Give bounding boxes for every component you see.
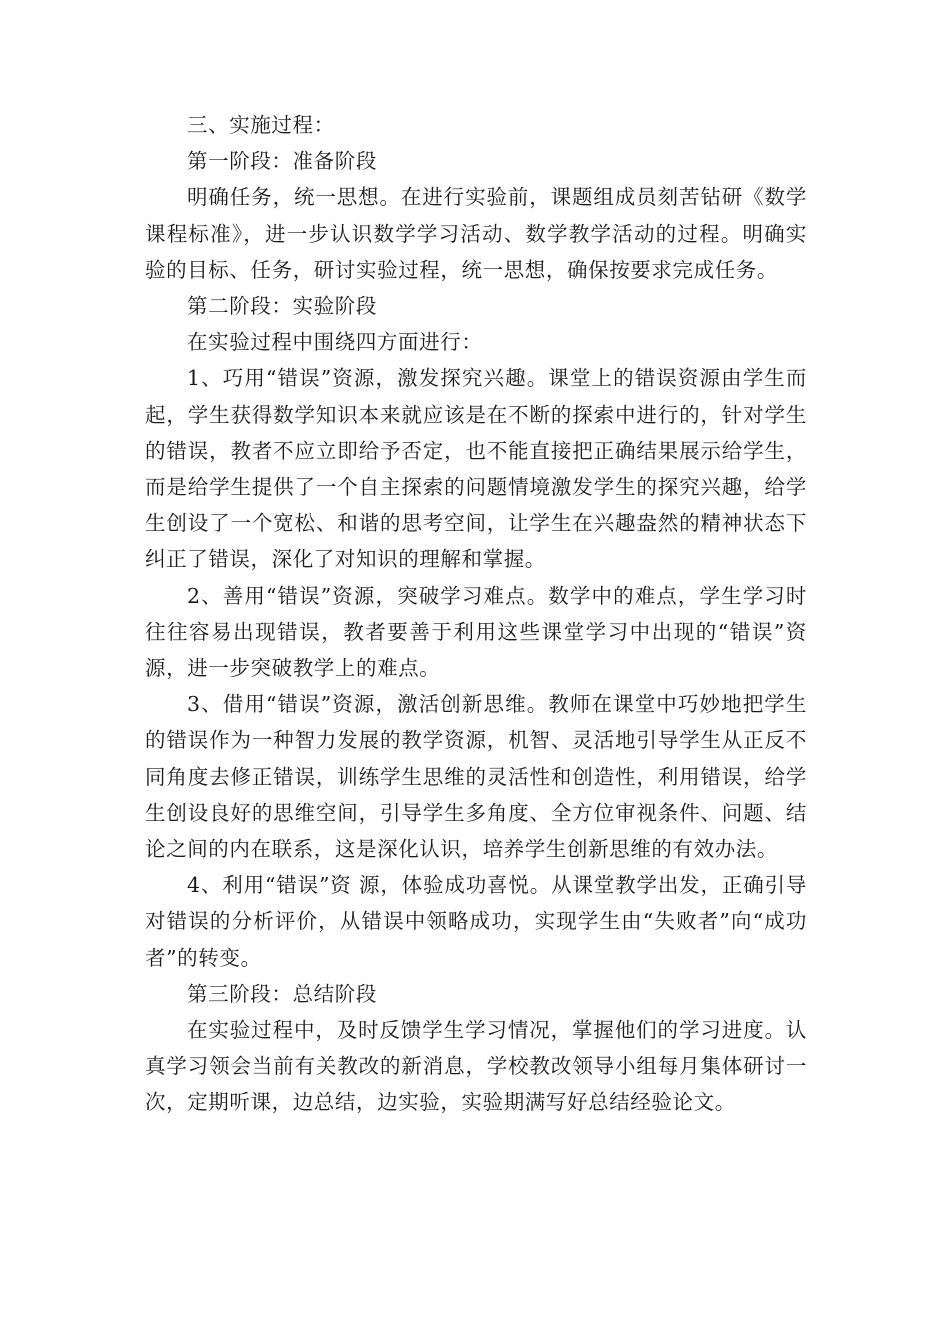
section-heading: 三、实施过程： — [187, 113, 335, 137]
stage-one-heading: 第一阶段：准备阶段 — [187, 149, 377, 174]
point-one-paragraph: 1、巧用“错误”资源，激发探究兴趣。课堂上的错误资源由学生而起，学生获得数学知识本来就应该是在不断的探索中进行的，针对学生的错误，教者不应立即给予否定，也不能直接把正确结果展示给学生，而是给学生提供了一个自主探索的问题情境激发学生的探究兴趣，给学生创设了一个宽松、和谐的思考空间，让学生在兴趣盎然的精神状态下纠正了错误，深化了对知识的理解和掌握。 — [145, 366, 807, 572]
stage-two-heading: 第二阶段：实验阶段 — [187, 294, 377, 319]
stage-one-paragraph: 明确任务，统一思想。在进行实验前，课题组成员刻苦钻研《数学课程标准》，进一步认识数学学习活动、数学教学活动的过程。明确实验的目标、任务，研讨实验过程，统一思想，确保按要求完成任务。 — [145, 185, 807, 282]
stage-three-paragraph: 在实验过程中，及时反馈学生学习情况，掌握他们的学习进度。认真学习领会当前有关教改的新消息，学校教改领导小组每月集体研讨一次，定期听课，边总结，边实验，实验期满写好总结经验论文。 — [145, 1018, 807, 1115]
stage-two-intro: 在实验过程中围绕四方面进行： — [187, 330, 483, 355]
point-three-paragraph: 3、借用“错误”资源，激活创新思维。教师在课堂中巧妙地把学生的错误作为一种智力发展的教学资源，机智、灵活地引导学生从正反不同角度去修正错误，训练学生思维的灵活性和创造性，利用错误，给学生创设良好的思维空间，引导学生多角度、全方位审视条件、问题、结论之间的内在联系，这是深化认识，培养学生创新思维的有效办法。 — [145, 692, 807, 862]
point-four-paragraph: 4、利用“错误”资 源，体验成功喜悦。从课堂教学出发，正确引导对错误的分析评价，从错误中领略成功，实现学生由“失败者”向“成功者”的转变。 — [145, 873, 807, 970]
point-two-paragraph: 2、善用“错误”资源，突破学习难点。数学中的难点，学生学习时往往容易出现错误，教者要善于利用这些课堂学习中出现的“错误”资源，进一步突破教学上的难点。 — [145, 583, 807, 681]
document-page — [145, 107, 807, 1121]
stage-three-heading: 第三阶段：总结阶段 — [187, 981, 377, 1006]
